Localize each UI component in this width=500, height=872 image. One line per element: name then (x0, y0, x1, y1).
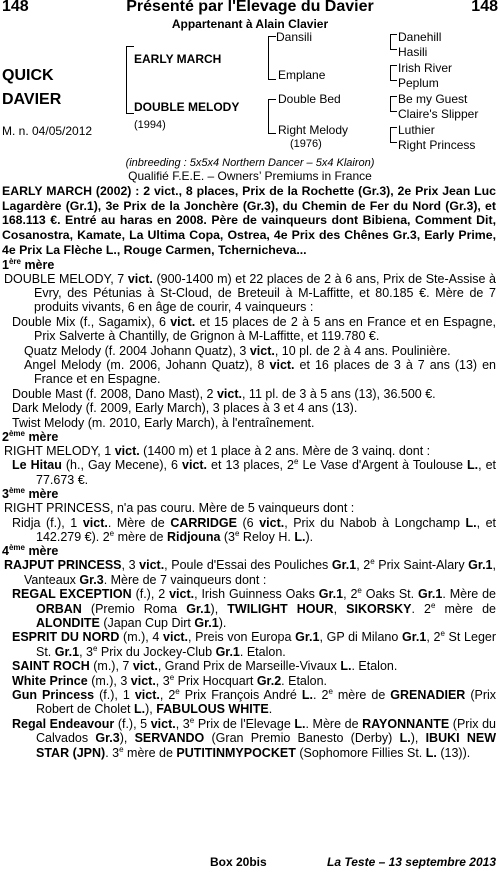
gg-2: Hasili (398, 45, 428, 59)
section-second-dam: 2ème mère (2, 428, 59, 444)
section-first-dam: 1ère mère (2, 256, 55, 272)
produce-4: Double Mast (f. 2008, Dano Mast), 2 vict., 11 pl. de 3 à 5 ans (13), 36.500 €. (12, 386, 436, 401)
sire-dam: Emplane (278, 68, 326, 82)
inbreeding-note: (inbreeding : 5x5x4 Northern Dancer – 5x4 Klairon) (125, 157, 375, 169)
box-number: Box 20bis (210, 855, 267, 869)
pedigree-table (0, 30, 500, 160)
produce-3: Angel Melody (m. 2006, Johann Quatz), 8 vict. et 16 places de 3 à 7 ans (13) en France et en Espagne. (24, 357, 496, 387)
sire-name: EARLY MARCH (134, 52, 222, 66)
sire-sire: Dansili (276, 30, 313, 44)
dam-dam: Right Melody (278, 123, 349, 137)
sex-dob: M. n. 04/05/2012 (2, 124, 93, 138)
bracket-g78 (390, 127, 397, 143)
gg-6: Claire's Slipper (398, 107, 479, 121)
bracket-dam (268, 99, 276, 134)
gg-1: Danehill (398, 30, 442, 44)
fourth-dam-record: RAJPUT PRINCESS, 3 vict., Poule d'Essai des Pouliches Gr.1, 2e Prix Saint-Alary Gr.1, Vanteaux Gr.3. Mère de 7 vainqueurs dont : (4, 557, 496, 587)
sire-record: EARLY MARCH (2002) : 2 vict., 8 places, Prix de la Rochette (Gr.3), 2e Prix Jean Luc Lagardère (Gr.1), 3e Prix de la Jonchère (Gr.3), du Chemin de Fer du Nord (Gr.3), et 168.113 €. Entré au haras en 2008. Père de vainqueurs dont Bibiena, Comment Dit, Cosanostra, Kamate, La Ultima Copa, Ostrea, 4e Prix des Chênes Gr.3, Early Prime, 4e Prix La Flèche L., Rouge Carmen, Tchernicheva... (2, 184, 496, 257)
fourth-dam-produce-6: Regal Endeavour (f.), 5 vict., 3e Prix de l'Elevage L.. Mère de RAYONNANTE (Prix du Calvados Gr.3), SERVANDO (Gran Premio Banesto (Derby) L.), IBUKI NEW STAR (JPN). 3e mère de PUTITINMYPOCKET (Sophomore Fillies St. L. (13)). (12, 715, 497, 760)
lot-number-right: 148 (471, 0, 498, 15)
dam-year: (1994) (134, 119, 166, 131)
fourth-dam-produce-5: Gun Princess (f.), 1 vict., 2e Prix François André L.. 2e mère de GRENADIER (Prix Robert de Cholet L.), FABULOUS WHITE. (12, 686, 497, 717)
bracket-g56 (390, 96, 397, 112)
gg-3: Irish River (398, 61, 453, 75)
bracket-g34 (390, 65, 397, 81)
third-dam-produce: Ridja (f.), 1 vict.. Mère de CARRIDGE (6 vict., Prix du Nabob à Longchamp L., et 142.279 €). 2e mère de Ridjouna (3e Reloy H. L.). (12, 515, 497, 545)
fourth-dam-produce-1: REGAL EXCEPTION (f.), 2 vict., Irish Guinness Oaks Gr.1, 2e Oaks St. Gr.1. Mère de ORBAN (Premio Roma Gr.1), TWILIGHT HOUR, SIKORSKY. 2e mère de ALONDITE (Japan Cup Dirt Gr.1). (12, 586, 496, 631)
dam-dam-year: (1976) (290, 138, 322, 150)
dam-sire: Double Bed (278, 92, 341, 106)
sale-date: La Teste – 13 septembre 2013 (327, 855, 496, 869)
fourth-dam-produce-4: White Prince (m.), 3 vict., 3e Prix Hocquart Gr.2. Etalon. (12, 672, 328, 688)
bracket-sire (268, 36, 276, 80)
second-dam-record: RIGHT MELODY, 1 vict. (1400 m) et 1 place à 2 ans. Mère de 3 vainq. dont : (4, 443, 431, 458)
section-third-dam: 3ème mère (2, 486, 59, 502)
owner-line: Appartenant à Alain Clavier (171, 17, 329, 31)
produce-6: Twist Melody (m. 2010, Early March), à l'entraînement. (12, 415, 315, 430)
gg-5: Be my Guest (398, 92, 468, 106)
page-title: Présenté par l'Elevage du Davier (126, 0, 374, 15)
gg-4: Peplum (398, 76, 439, 90)
gg-8: Right Princess (398, 138, 476, 152)
first-dam-record: DOUBLE MELODY, 7 vict. (900-1400 m) et 22 places de 2 à 6 ans, Prix de Ste-Assise à Evry, des Pétunias à St-Cloud, de Breteuil à M-Laffitte, et 80.185 €. Mère de 7 produits vivants, 6 en âge de courir, 4 vainqueurs : (4, 271, 496, 315)
bracket-parents (126, 46, 134, 114)
produce-2: Quatz Melody (f. 2004 Johann Quatz), 3 vict., 10 pl. de 2 à 4 ans. Poulinière. (24, 343, 451, 358)
lot-number-left: 148 (2, 0, 29, 15)
page-header (2, 0, 498, 17)
produce-5: Dark Melody (f. 2009, Early March), 3 places à 3 et 4 ans (13). (12, 401, 358, 416)
horse-name-1: QUICK (2, 67, 54, 84)
qualification-note: Qualifié F.E.E. – Owners’ Premiums in France (128, 169, 372, 183)
produce-1: Double Mix (f., Sagamix), 6 vict. et 15 places de 2 à 5 ans en France et en Espagne, Prix Salverte à Chantilly, de Grignon à M-Laffitte, et 119.780 €. (12, 314, 496, 344)
gg-7: Luthier (398, 123, 435, 137)
section-fourth-dam: 4ème mère (2, 543, 59, 559)
page-footer (0, 855, 500, 871)
fourth-dam-produce-3: SAINT ROCH (m.), 7 vict., Grand Prix de Marseille-Vivaux L.. Etalon. (12, 659, 398, 674)
bracket-g12 (390, 34, 397, 50)
catalogue-body (2, 184, 496, 760)
second-dam-produce: Le Hitau (h., Gay Mecene), 6 vict. et 13 places, 2e Le Vase d'Argent à Toulouse L., et 77.673 €. (12, 457, 496, 487)
dam-name: DOUBLE MELODY (134, 100, 240, 114)
third-dam-record: RIGHT PRINCESS, n'a pas couru. Mère de 5 vainqueurs dont : (4, 501, 355, 516)
fourth-dam-produce-2: ESPRIT DU NORD (m.), 4 vict., Preis von Europa Gr.1, GP di Milano Gr.1, 2e St Leger St. Gr.1, 3e Prix du Jockey-Club Gr.1. Etalon. (12, 629, 497, 659)
horse-name-2: DAVIER (2, 91, 62, 108)
